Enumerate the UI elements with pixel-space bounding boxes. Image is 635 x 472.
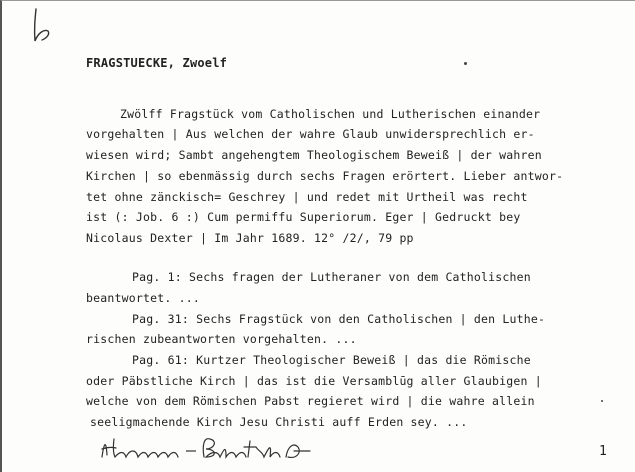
contents-line: beantwortet. ...: [86, 291, 200, 305]
contents-line: oder Päbstliche Kirch | das ist die Versamblūg aller Glaubigen |: [86, 374, 542, 388]
title-line: Nicolaus Dexter | Im Jahr 1689. 12° /2/, 79 pp: [86, 231, 414, 245]
handwritten-signature: [98, 433, 318, 463]
contents-line: rischen zubeantworten vorgehalten. ...: [86, 332, 357, 346]
card-heading: FRAGSTUECKE, Zwoelf: [86, 56, 228, 70]
ink-speck: [464, 62, 467, 65]
handwritten-corner-mark: [30, 7, 52, 45]
title-line: wiesen wird; Sambt angehengtem Theologischem Beweiß | der wahren: [86, 148, 542, 162]
title-line: tet ohne zänckisch= Geschrey | und redet mit Urtheil was recht: [86, 190, 528, 204]
contents-line: Pag. 61: Kurtzer Theologischer Beweiß | das die Römische: [132, 353, 531, 367]
page-number: 1: [598, 444, 607, 459]
title-line: Kirchen | so ebenmässig durch sechs Fragen erörtert. Lieber antwor-: [86, 169, 564, 183]
title-line: ist (: Job. 6 :) Cum permiffu Superiorum. Eger | Gedruckt bey: [86, 210, 521, 224]
contents-line: welche von dem Römischen Pabst regieret wird | die wahre allein: [86, 394, 535, 408]
contents-line: Pag. 1: Sechs fragen der Lutheraner von dem Catholischen: [132, 270, 531, 284]
title-line: vorgehalten | Aus welchen der wahre Glaub unwidersprechlich er-: [86, 127, 535, 141]
contents-line: Pag. 31: Sechs Fragstück von den Catholischen | den Luthe-: [132, 312, 546, 326]
title-line: Zwölff Fragstück vom Catholischen und Lutherischen einander: [120, 107, 541, 121]
contents-line: seeligmachende Kirch Jesu Christi auff Erden sey. ...: [90, 415, 468, 429]
ink-speck: [601, 400, 603, 402]
